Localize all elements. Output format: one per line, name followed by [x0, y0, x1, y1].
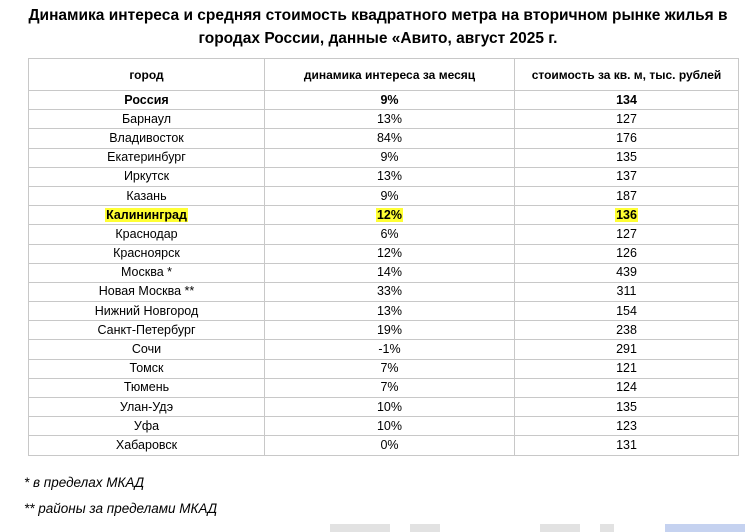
cell-city: Краснодар	[29, 225, 265, 244]
cell-city: Новая Москва **	[29, 282, 265, 301]
cell-city: Москва *	[29, 263, 265, 282]
cell-interest: 10%	[265, 398, 515, 417]
cell-interest: 9%	[265, 186, 515, 205]
cell-price: 121	[515, 359, 739, 378]
cell-interest: 12%	[265, 244, 515, 263]
footnote-mkad: * в пределах МКАД	[24, 475, 145, 490]
cell-city: Казань	[29, 186, 265, 205]
cell-interest: -1%	[265, 340, 515, 359]
cell-city: Красноярск	[29, 244, 265, 263]
table-row	[29, 340, 739, 359]
cell-interest: 7%	[265, 378, 515, 397]
table-row	[29, 148, 739, 167]
cell-price: 291	[515, 340, 739, 359]
footnote-outside-mkad: ** районы за пределами МКАД	[24, 501, 218, 516]
cut-off-text-strip	[330, 524, 750, 532]
cell-interest	[265, 206, 515, 225]
table-row	[29, 321, 739, 340]
cell-price: 154	[515, 302, 739, 321]
cell-city: Нижний Новгород	[29, 302, 265, 321]
cell-interest: 0%	[265, 436, 515, 455]
cell-interest: 84%	[265, 129, 515, 148]
cell-price: 187	[515, 186, 739, 205]
cell-price	[515, 206, 739, 225]
highlight-mark: 136	[616, 207, 637, 222]
cell-price: 439	[515, 263, 739, 282]
table-row	[29, 302, 739, 321]
table-row	[29, 417, 739, 436]
cell-price: 238	[515, 321, 739, 340]
cell-city: Санкт-Петербург	[29, 321, 265, 340]
cell-price: 123	[515, 417, 739, 436]
cell-price: 135	[515, 148, 739, 167]
table-row	[29, 225, 739, 244]
table-row	[29, 263, 739, 282]
page-title: Динамика интереса и средняя стоимость квадратного метра на вторичном рынке жилья в городах России, данные «Авито, август 2025 г.	[28, 7, 728, 47]
cell-city: Барнаул	[29, 110, 265, 129]
cell-city: Томск	[29, 359, 265, 378]
table-row	[29, 244, 739, 263]
table-header-row	[29, 59, 739, 91]
table-row-total	[29, 91, 739, 110]
cell-interest: 7%	[265, 359, 515, 378]
cell-price: 127	[515, 225, 739, 244]
cell-interest: 19%	[265, 321, 515, 340]
cell-interest: 14%	[265, 263, 515, 282]
table-row	[29, 398, 739, 417]
cell-price: 126	[515, 244, 739, 263]
table-row	[29, 359, 739, 378]
cell-city: Россия	[29, 91, 265, 110]
highlight-mark: 12%	[376, 207, 403, 222]
cell-interest: 10%	[265, 417, 515, 436]
table-row	[29, 282, 739, 301]
column-header-city: город	[29, 59, 265, 91]
cell-price: 127	[515, 110, 739, 129]
highlight-mark: Калининград	[106, 207, 187, 222]
cell-interest: 9%	[265, 91, 515, 110]
data-table	[28, 58, 739, 456]
cell-price: 131	[515, 436, 739, 455]
cell-city: Тюмень	[29, 378, 265, 397]
cell-price: 135	[515, 398, 739, 417]
cell-interest: 13%	[265, 302, 515, 321]
cell-city: Хабаровск	[29, 436, 265, 455]
cell-interest: 13%	[265, 167, 515, 186]
cell-price: 134	[515, 91, 739, 110]
column-header-price: стоимость за кв. м, тыс. рублей	[515, 59, 739, 91]
cell-interest: 13%	[265, 110, 515, 129]
cell-city	[29, 206, 265, 225]
cell-city: Иркутск	[29, 167, 265, 186]
cell-interest: 33%	[265, 282, 515, 301]
cell-city: Улан-Удэ	[29, 398, 265, 417]
cell-city: Владивосток	[29, 129, 265, 148]
cell-city: Уфа	[29, 417, 265, 436]
cell-interest: 9%	[265, 148, 515, 167]
table-row	[29, 110, 739, 129]
table-row-highlighted	[29, 206, 739, 225]
cell-city: Сочи	[29, 340, 265, 359]
table-row	[29, 378, 739, 397]
cell-city: Екатеринбург	[29, 148, 265, 167]
cell-price: 311	[515, 282, 739, 301]
cell-interest: 6%	[265, 225, 515, 244]
cell-price: 137	[515, 167, 739, 186]
table-row	[29, 129, 739, 148]
table-row	[29, 436, 739, 455]
table-row	[29, 167, 739, 186]
cell-price: 124	[515, 378, 739, 397]
column-header-interest: динамика интереса за месяц	[265, 59, 515, 91]
table-row	[29, 186, 739, 205]
cell-price: 176	[515, 129, 739, 148]
